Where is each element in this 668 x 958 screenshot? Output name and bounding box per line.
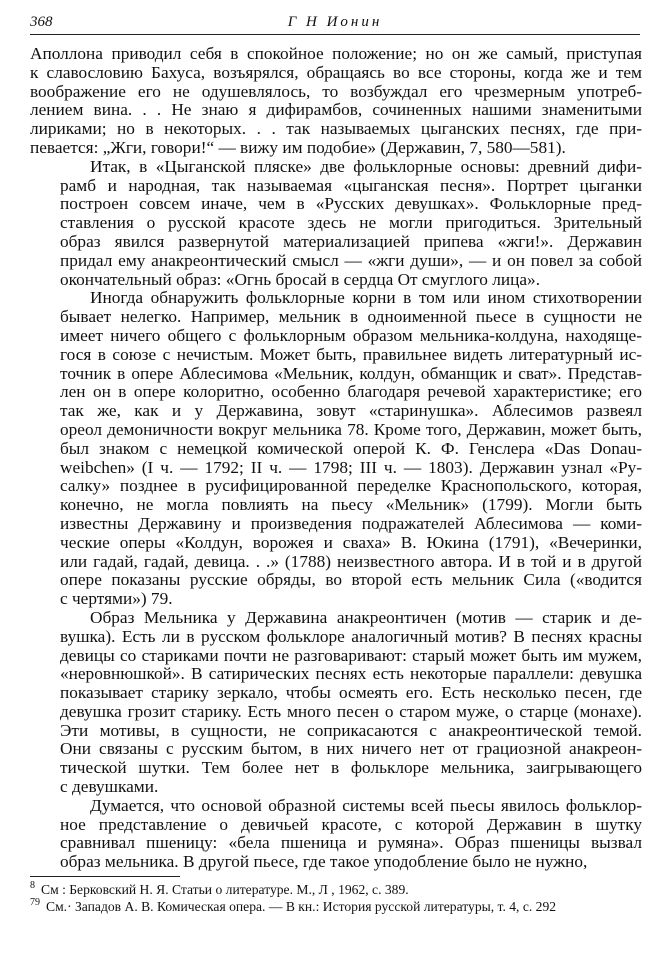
text-line: сравнивал пшеницу: «бела пшеница и румяна». Образ пшеницы вызвал xyxy=(60,834,642,853)
running-title: Г Н Ионин xyxy=(287,14,383,30)
footnote xyxy=(30,898,642,915)
body-text xyxy=(30,45,642,872)
text-line: к славословию Бахуса, возъярялся, обращаясь во все стороны, когда же и тем xyxy=(30,63,642,82)
paragraph xyxy=(30,289,642,609)
paragraph xyxy=(30,158,642,290)
footnote-number: 79 xyxy=(30,897,40,909)
text-line: Эти мотивы, в сущности, не соприкасаются с анакреонтической темой. xyxy=(60,721,642,740)
text-line: показывает старику зеркало, чтобы осмеять его. Есть несколько песен, где xyxy=(60,684,642,703)
text-line: так же, как и у Державина, зовут «старинушка». Аблесимов развеял xyxy=(60,402,642,421)
text-line: окончательный образ: «Огнь бросай в сердца От смуглого лица». xyxy=(60,270,541,289)
text-line: воображение его не одушевлялось, то возбуждал его чрезмерным употреб- xyxy=(30,82,642,101)
paragraph xyxy=(30,45,642,158)
text-line: лен он в опере колоритно, особенно благодаря речевой характеристике; его xyxy=(60,383,642,402)
paragraph xyxy=(30,609,642,797)
text-line: «неровнюшкой». В сатирических песнях есть некоторые параллели: девушка xyxy=(60,665,642,684)
text-line: ореол демоничности вокруг мельника 78. Кроме того, Державин, может быть, xyxy=(60,420,642,439)
text-line: образ мельника. В другой пьесе, где такое уподобление было не нужно, xyxy=(60,853,588,872)
text-line: был знаком с немецкой комической оперой К. Ф. Генслера «Das Donau- xyxy=(60,439,642,458)
text-line: образ явился развернутой материализацией припева «жги!». Державин xyxy=(60,232,642,251)
text-line: с чертями») 79. xyxy=(60,590,173,609)
footnotes xyxy=(30,876,642,915)
text-line: Аполлона приводил себя в спокойное положение; но он же самый, приступая xyxy=(30,45,642,63)
text-line: лириками; но в некоторых. . . так называемых цыганских песнях, где при- xyxy=(30,120,642,139)
text-line: певается: „Жги, говори!“ — вижу им подобие» (Державин, 7, 580—581). xyxy=(30,138,566,157)
text-line: конечно, не могла повлиять на пьесу «Мельник» (1799). Могли быть xyxy=(60,496,642,515)
text-line: салку» позднее в русифицированной переделке Краснопольского, которая, xyxy=(60,477,642,496)
text-line: Они связаны с русским бытом, в них ничего нет от грациозной анакреон- xyxy=(60,740,642,759)
paragraph xyxy=(30,797,642,872)
text-line: или гадай, гадай, девица. . .» (1788) неизвестного автора. И в той и в другой xyxy=(60,552,642,571)
text-line: ческие оперы «Колдун, ворожея и сваха» В. Юкина (1791), «Вечеринки, xyxy=(60,533,642,552)
text-line: weibchen» (I ч. — 1792; II ч. — 1798; III ч. — 1803). Державин узнал «Ру- xyxy=(60,458,642,477)
page-number: 368 xyxy=(30,14,53,30)
text-line: Иногда обнаружить фольклорные корни в том или ином стихотворении xyxy=(90,289,642,308)
text-line: ное представление о девичьей красоте, с которой Державин в шутку xyxy=(60,815,642,834)
text-line: построен совсем иначе, чем в «Русских девушках». Фольклорные пред- xyxy=(60,195,642,214)
text-line: вушка). Есть ли в русском фольклоре аналогичный мотив? В песнях красны xyxy=(60,627,642,646)
text-line: лением вина. . . Не знаю я дифирамбов, сочиненных нашими знаменитыми xyxy=(30,101,642,120)
text-line: рамб и народная, так называемая «цыганская песня». Портрет цыганки xyxy=(60,176,642,195)
text-line: Итак, в «Цыганской пляске» две фольклорные основы: древний дифи- xyxy=(90,157,642,176)
running-header xyxy=(30,12,640,35)
text-line: известны Державину и произведения подражателей Аблесимова — коми- xyxy=(60,514,642,533)
footnote xyxy=(30,881,642,898)
text-line: девицы со стариками почти не разговаривают: старый может быть им мужем, xyxy=(60,646,642,665)
footnote-text: См.· Западов А. В. Комическая опера. — В кн.: История русской литературы, т. 4, с. 292 xyxy=(46,899,557,914)
text-line: тической шутки. Тем более нет в фольклоре мельника, заигрывающего xyxy=(60,759,642,778)
text-line: опере показаны русские обряды, во второй есть мельник Сила («водится xyxy=(60,571,642,590)
text-line: имеет ничего общего с фольклорным образом мельника-колдуна, находяще- xyxy=(60,326,642,345)
text-line: бывает нелегко. Например, мельник в одноименной пьесе в сущности не xyxy=(60,308,642,327)
footnote-number: 8 xyxy=(30,880,35,892)
text-line: Думается, что основой образной системы всей пьесы явилось фольклор- xyxy=(90,796,642,815)
text-line: точник в опере Аблесимова «Мельник, колдун, обманщик и сват». Представ- xyxy=(60,364,642,383)
footnote-text: См : Берковский Н. Я. Статьи о литературе. М., Л , 1962, с. 389. xyxy=(41,882,409,897)
text-line: гося в союзе с нечистым. Может быть, правильнее видеть литературный ис- xyxy=(60,345,642,364)
text-line: ставления о русской красоте здесь не могли пригодиться. Зрительный xyxy=(60,214,642,233)
text-line: Образ Мельника у Державина анакреонтичен (мотив — старик и де- xyxy=(90,608,642,627)
footnote-rule xyxy=(30,876,180,877)
text-line: придал ему анакреонтический смысл — «жги души», — и он повел за собой xyxy=(60,251,642,270)
text-line: девушка грозит старику. Есть много песен о старом муже, о старце (монахе). xyxy=(60,702,642,721)
text-line: с девушками. xyxy=(60,778,159,797)
